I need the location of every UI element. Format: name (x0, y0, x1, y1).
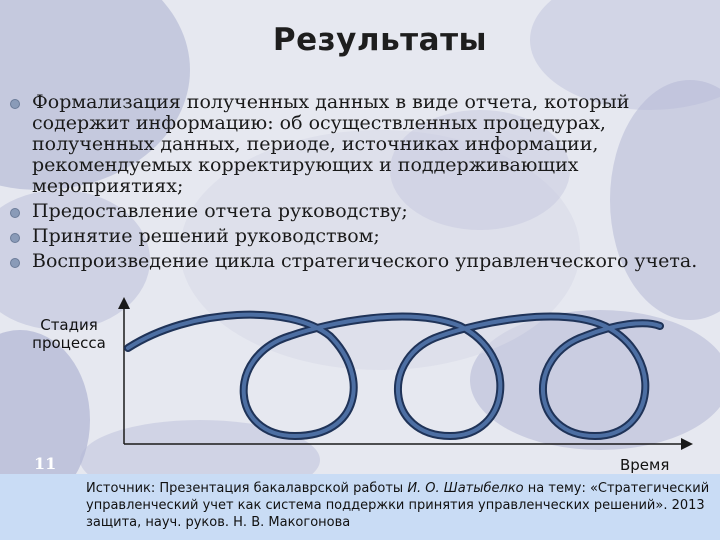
bullet-text: Принятие решений руководством; (32, 225, 380, 247)
bullet-item (8, 92, 708, 197)
y-axis-label: Стадия процесса (32, 316, 106, 352)
source-prefix: Источник: Презентация бакалаврской работы (86, 481, 408, 496)
source-suffix: на тему: «Стратегический управленческий учет как система поддержки принятия управленческих решений». 2013 защита, науч. руков. Н. В. Макогонова (86, 481, 710, 530)
slide-number: 11 (34, 454, 57, 473)
bullet-dot-icon (10, 258, 20, 268)
cycle-curve-outline (128, 315, 660, 436)
bullet-list (8, 92, 708, 276)
source-footnote-box (0, 474, 720, 540)
source-author: И. О. Шатыбелко (407, 481, 524, 496)
bullet-item (8, 201, 708, 222)
bullet-dot-icon (10, 233, 20, 243)
bullet-text: Формализация полученных данных в виде отчета, который содержит информацию: об осуществленных процедурах, полученных данных, периоде, источниках информации, рекомендуемых корректирующих и поддерживающих мероприятиях; (32, 91, 630, 197)
x-axis-label: Время (620, 456, 670, 474)
bullet-dot-icon (10, 99, 20, 109)
bullet-text: Воспроизведение цикла стратегического управленческого учета. (32, 250, 698, 272)
bullet-text: Предоставление отчета руководству; (32, 200, 408, 222)
source-footnote (86, 480, 710, 531)
bullet-dot-icon (10, 208, 20, 218)
bullet-item (8, 226, 708, 247)
bullet-item (8, 251, 708, 272)
slide-title: Результаты (272, 22, 488, 58)
cycle-curve (128, 315, 660, 436)
